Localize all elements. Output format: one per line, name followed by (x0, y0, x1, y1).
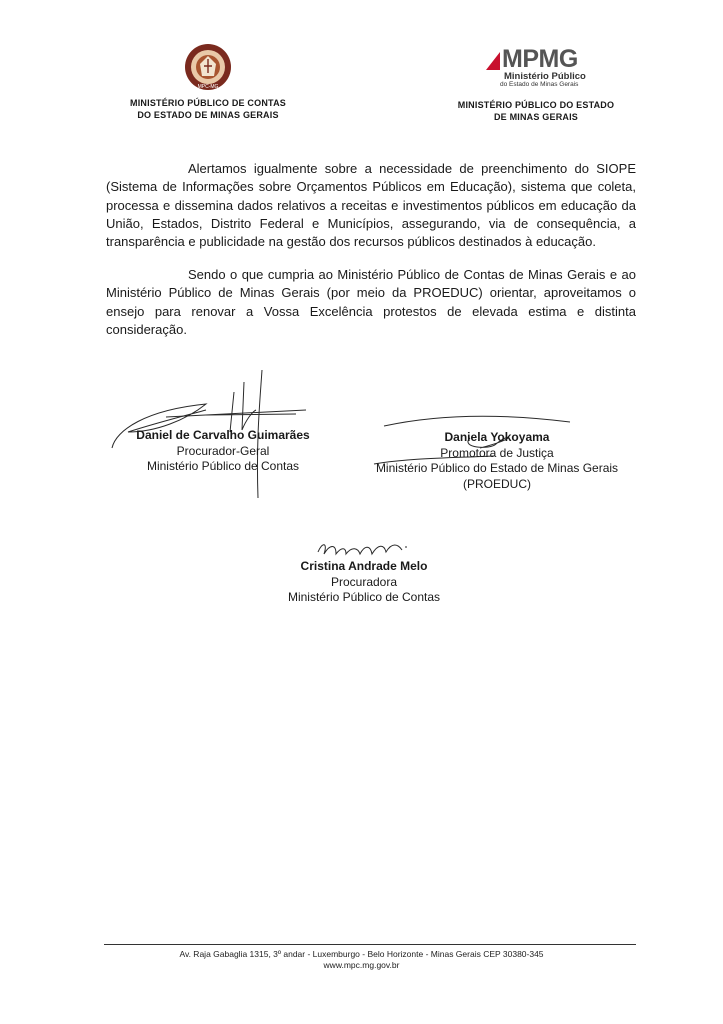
mpc-mg-seal-icon (184, 42, 232, 92)
mpmg-subtitle2: do Estado de Minas Gerais (500, 81, 579, 88)
footer-divider (104, 944, 636, 945)
left-org-title (108, 97, 308, 121)
signer-org: Ministério Público do Estado de Minas Gerais (375, 461, 619, 475)
mpmg-wordmark: MPMG (502, 45, 578, 73)
right-org-title-line1: MINISTÉRIO PÚBLICO DO ESTADO (457, 100, 615, 110)
seal-text: MPC-MG (197, 84, 219, 90)
footer-website: www.mpc.mg.gov.br (323, 960, 400, 970)
mpmg-subtitle1: Ministério Público (504, 71, 586, 82)
signature-block-3 (262, 559, 466, 606)
signer-role: Promotora de Justiça (440, 445, 554, 460)
left-org-title-line2: DO ESTADO DE MINAS GERAIS (137, 110, 279, 120)
signer-org-unit: (PROEDUC) (463, 476, 531, 491)
signer-role: Procurador-Geral (176, 443, 270, 458)
body-paragraph-2: Sendo o que cumpria ao Ministério Público de Contas de Minas Gerais e ao Ministério Público de Minas Gerais (por meio da PROEDUC) orientar, aproveitamos o ensejo para renovar a Vossa Excelência protestos de elevada estima e distinta consideração. (106, 267, 636, 337)
signer-name: Daniel de Carvalho Guimarães (136, 428, 310, 442)
signature-block-1 (118, 428, 328, 475)
right-org-title-line2: DE MINAS GERAIS (493, 112, 578, 122)
signature-block-2 (366, 430, 628, 492)
signer-org: Ministério Público de Contas (146, 459, 300, 473)
right-org-title (436, 99, 636, 123)
left-org-title-line1: MINISTÉRIO PÚBLICO DE CONTAS (130, 98, 286, 108)
signer-role: Procuradora (330, 574, 398, 589)
signer-name: Daniela Yokoyama (444, 430, 550, 444)
footer-address: Av. Raja Gabaglia 1315, 3º andar - Luxemburgo - Belo Horizonte - Minas Gerais CEP 30380-345 (179, 949, 544, 959)
body-paragraph-1: Alertamos igualmente sobre a necessidade de preenchimento do SIOPE (Sistema de Informações sobre Orçamentos Públicos em Educação), sistema que coleta, processa e dissemina dados relativos a receitas e investimentos públicos em educação da União, Estados, Distrito Federal e Municípios, assegurando, via de consequência, a transparência e publicidade na gestão dos recursos públicos destinados à educação. (106, 161, 636, 250)
signer-org: Ministério Público de Contas (287, 590, 441, 604)
signer-name: Cristina Andrade Melo (300, 559, 428, 573)
